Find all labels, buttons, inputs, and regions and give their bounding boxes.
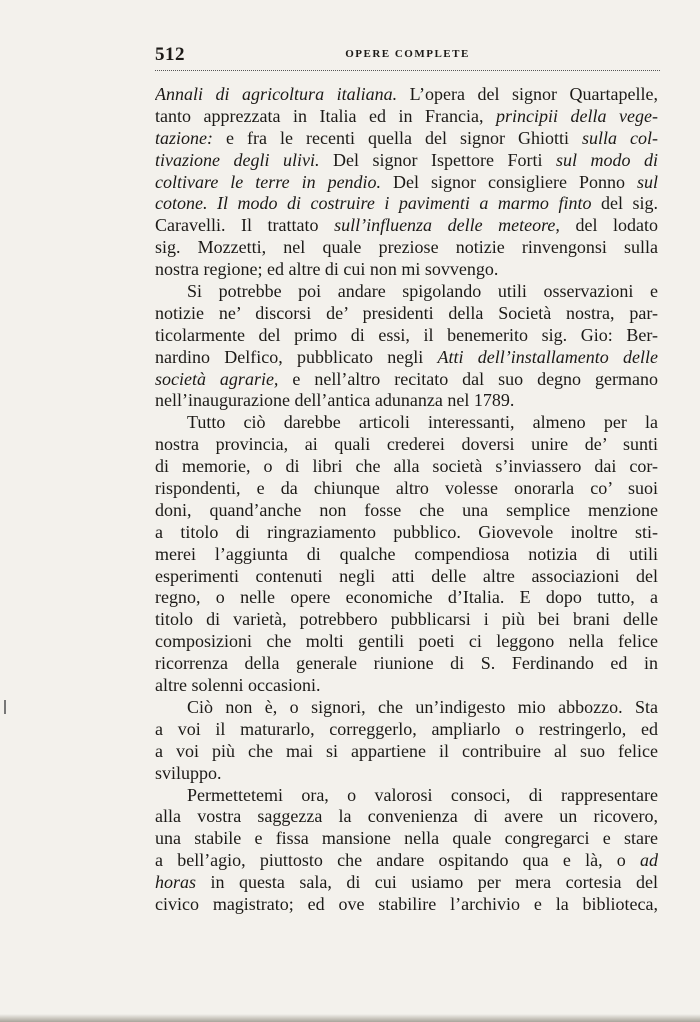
text-line: ticolarmente del primo di essi, il benemerito sig. Gio: Ber- <box>155 324 658 345</box>
text-line: alla vostra saggezza la convenienza di avere un ricovero, <box>155 806 658 827</box>
text-line: tazione: e fra le recenti quella del signor Ghiotti sulla col- <box>155 127 658 148</box>
text-line: rispondenti, e da chiunque altro volesse onorarla co’ suoi <box>155 478 658 499</box>
text-line: ricorrenza della generale riunione di S. Ferdinando ed in <box>155 653 658 674</box>
header-rule <box>155 70 660 71</box>
text-line: merei l’aggiunta di qualche compendiosa notizia di utili <box>155 543 658 564</box>
text-line: composizioni che molti gentili poeti ci leggono nella felice <box>155 631 658 652</box>
text-line: cotone. Il modo di costruire i pavimenti a marmo finto del sig. <box>155 193 658 214</box>
page-number: 512 <box>155 44 185 65</box>
text-line: nostra provincia, ai quali crederei doversi unire de’ sunti <box>155 434 658 455</box>
text-line: a voi il maturarlo, correggerlo, ampliarlo o restringerlo, ed <box>155 718 658 739</box>
text-line: Caravelli. Il trattato sull’influenza delle meteore, del lodato <box>155 215 658 236</box>
text-line: nostra regione; ed altre di cui non mi sovvengo. <box>155 259 499 280</box>
text-line: horas in questa sala, di cui usiamo per mera cortesia del <box>155 872 658 893</box>
running-head <box>155 44 660 68</box>
running-title: OPERE COMPLETE <box>345 48 470 60</box>
body-text <box>155 84 658 916</box>
text-line: nell’inaugurazione dell’antica adunanza nel 1789. <box>155 390 515 411</box>
text-line: titolo di varietà, potrebbero pubblicarsi i più bei brani delle <box>155 609 658 630</box>
text-line: Annali di agricoltura italiana. L’opera del signor Quartapelle, <box>155 84 658 104</box>
text-line: esperimenti contenuti negli atti delle altre associazioni del <box>155 565 658 586</box>
text-line: tanto apprezzata in Italia ed in Francia, principii della vege- <box>155 105 658 126</box>
text-line: coltivare le terre in pendio. Del signor consigliere Ponno sul <box>155 171 658 192</box>
text-line: a titolo di ringraziamento pubblico. Giovevole inoltre sti- <box>155 521 658 542</box>
text-line: altre solenni occasioni. <box>155 675 321 696</box>
text-line: Ciò non è, o signori, che un’indigesto mio abbozzo. Sta <box>187 696 658 717</box>
scan-edge-mark <box>4 700 6 714</box>
text-line: una stabile e fissa mansione nella quale congregarci e stare <box>155 828 658 849</box>
text-line: sig. Mozzetti, nel quale preziose notizie rinvengonsi sulla <box>155 237 658 258</box>
text-line: Tutto ciò darebbe articoli interessanti, almeno per la <box>187 412 658 433</box>
text-line: di memorie, o di libri che alla società s’inviassero dai cor- <box>155 456 658 477</box>
scan-bottom-edge <box>0 1014 700 1022</box>
text-line: a bell’agio, piuttosto che andare ospitando qua e là, o ad <box>155 850 658 871</box>
text-line: doni, quand’anche non fosse che una semplice menzione <box>155 499 658 520</box>
text-line: tivazione degli ulivi. Del signor Ispettore Forti sul modo di <box>155 149 658 170</box>
text-line: notizie ne’ discorsi de’ presidenti della Società nostra, par- <box>155 302 658 323</box>
text-line: a voi più che mai si appartiene il contribuire al suo felice <box>155 740 658 761</box>
text-line: sviluppo. <box>155 762 222 783</box>
text-line: Permettetemi ora, o valorosi consoci, di rappresentare <box>187 784 658 805</box>
text-line: società agrarie, e nell’altro recitato dal suo degno germano <box>155 368 658 389</box>
text-line: nardino Delfico, pubblicato negli Atti dell’installamento delle <box>155 346 658 367</box>
text-line: regno, o nelle opere economiche d’Italia. E dopo tutto, a <box>155 587 658 608</box>
text-line: civico magistrato; ed ove stabilire l’archivio e la biblioteca, <box>155 893 658 914</box>
text-line: Si potrebbe poi andare spigolando utili osservazioni e <box>187 281 658 302</box>
